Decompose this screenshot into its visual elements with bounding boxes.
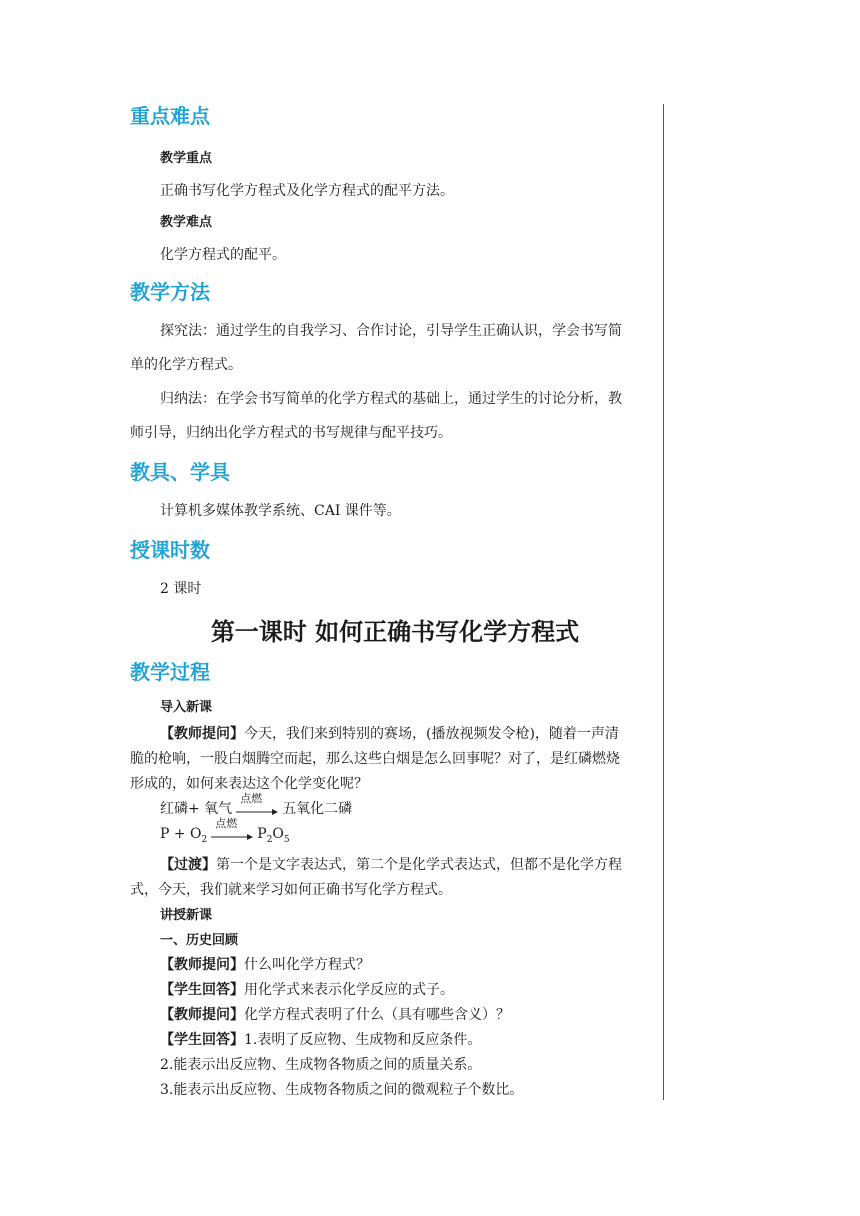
word-eq-reactants: 红磷+ 氧气 [160, 801, 233, 817]
tag-student-answer: 【学生回答】 [160, 981, 244, 998]
tag-teacher-question: 【教师提问】 [160, 956, 244, 973]
method-induction-line2: 师引导，归纳出化学方程式的书写规律与配平技巧。 [130, 425, 452, 441]
method-induction-line1: 归纳法：在学会书写简单的化学方程式的基础上，通过学生的讨论分析，教 [160, 391, 622, 407]
word-equation [130, 792, 660, 822]
chem-eq-subscript: 2 [201, 834, 208, 845]
teacher-question-3 [130, 1003, 660, 1028]
reaction-condition: 点燃 [215, 817, 238, 830]
chem-eq-subscript: 2 [266, 834, 273, 845]
arrow-icon [236, 809, 278, 815]
chemical-expression [130, 817, 660, 853]
transition-line2: 式，今天，我们就来学习如何正确书写化学方程式。 [130, 881, 452, 898]
teacher-question-3-text: 化学方程式表明了什么（具有哪些含义）？ [244, 1006, 510, 1023]
teacher-question-1-line3: 形成的，如何来表达这个化学变化呢？ [130, 776, 368, 792]
teacher-question-2-text: 什么叫化学方程式？ [244, 956, 370, 973]
transition-line1: 第一个是文字表达式，第二个是化学式表达式，但都不是化学方程 [216, 856, 622, 873]
chem-eq-reactant-p-o: P + O [160, 826, 202, 842]
heading-hours: 授课时数 [130, 538, 210, 562]
hours-text: 2 课时 [160, 581, 202, 597]
difficulty-label: 教学难点 [160, 215, 213, 230]
heading-tools: 教具、学具 [130, 460, 230, 484]
meaning-item-2: 2.能表示出反应物、生成物各物质之间的质量关系。 [160, 1056, 482, 1073]
tag-teacher-question: 【教师提问】 [160, 726, 244, 742]
document-body [130, 100, 660, 1103]
reaction-arrow [236, 792, 278, 819]
new-lesson-label: 讲授新课 [160, 907, 213, 923]
intro-label: 导入新课 [160, 700, 213, 715]
chem-eq-product-o: O [272, 826, 284, 842]
tools-text: 计算机多媒体教学系统、CAI 课件等。 [160, 503, 401, 519]
student-answer-2 [130, 1028, 660, 1053]
focus-text: 正确书写化学方程式及化学方程式的配平方法。 [160, 183, 454, 199]
word-eq-product: 五氧化二磷 [282, 801, 353, 817]
tag-transition: 【过渡】 [160, 856, 216, 873]
reaction-condition: 点燃 [240, 792, 263, 805]
teacher-question-1 [130, 722, 660, 747]
heading-methods: 教学方法 [130, 280, 210, 304]
teacher-question-1-line1: 今天，我们来到特别的赛场，(播放视频发令枪)，随着一声清 [244, 726, 619, 742]
method-inquiry-line2: 单的化学方程式。 [130, 357, 242, 373]
method-inquiry-line1: 探究法：通过学生的自我学习、合作讨论，引导学生正确认识，学会书写简 [160, 323, 622, 339]
tag-teacher-question: 【教师提问】 [160, 1006, 244, 1023]
tag-student-answer: 【学生回答】 [160, 1031, 244, 1048]
difficulty-text: 化学方程式的配平。 [160, 247, 286, 263]
teacher-question-2 [130, 953, 660, 978]
arrow-icon [211, 834, 253, 840]
transition-paragraph [130, 853, 660, 878]
focus-label: 教学重点 [160, 151, 213, 166]
meaning-item-3: 3.能表示出反应物、生成物各物质之间的微观粒子个数比。 [160, 1081, 524, 1098]
heading-key-points: 重点难点 [130, 104, 210, 128]
student-answer-1-text: 用化学式来表示化学反应的式子。 [244, 981, 454, 998]
history-review-label: 一、历史回顾 [160, 932, 239, 948]
student-answer-1 [130, 978, 660, 1003]
page-margin-rule [663, 104, 664, 1100]
lesson-title: 第一课时 如何正确书写化学方程式 [210, 618, 580, 646]
heading-process: 教学过程 [130, 660, 210, 684]
chem-eq-product-p: P [257, 826, 267, 842]
teacher-question-1-line2: 脆的枪响，一股白烟腾空而起，那么这些白烟是怎么回事呢？对了，是红磷燃烧 [130, 751, 620, 767]
chem-eq-subscript: 5 [283, 834, 290, 845]
reaction-arrow [211, 817, 253, 844]
student-answer-2-text: 1.表明了反应物、生成物和反应条件。 [244, 1031, 482, 1048]
